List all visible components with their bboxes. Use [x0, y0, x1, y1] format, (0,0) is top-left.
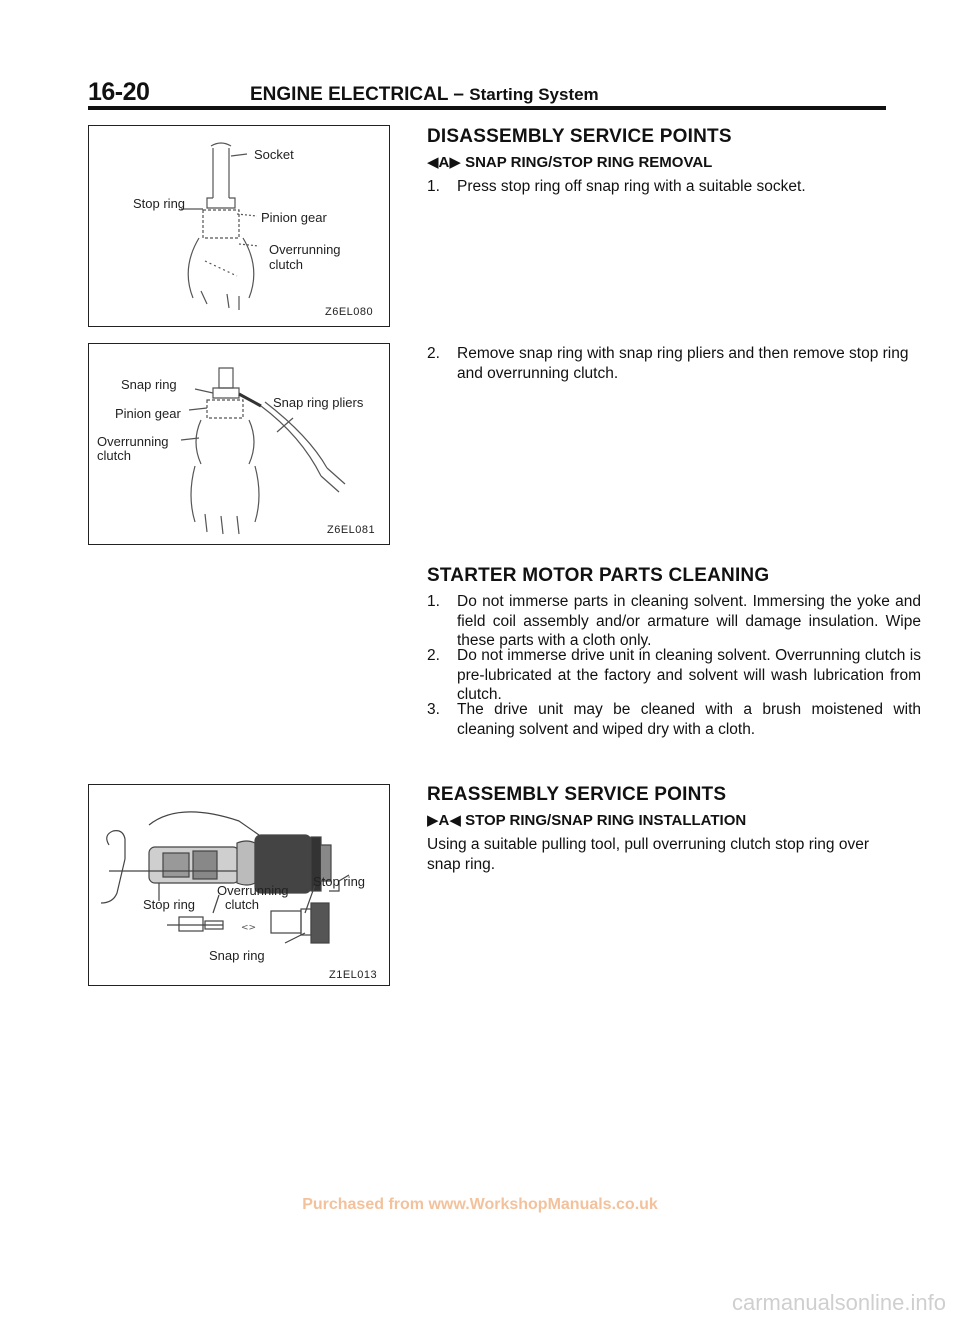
- list-item: [427, 592, 921, 652]
- step-title: STOP RING/SNAP RING INSTALLATION: [465, 812, 747, 829]
- page-title: [250, 84, 599, 106]
- figure-stop-ring-removal: [88, 125, 390, 327]
- item-text: The drive unit may be cleaned with a brush moistened with cleaning solvent and wiped dry with a cloth.: [457, 701, 921, 738]
- reassembly-section: [427, 784, 897, 806]
- section-subtitle: Starting System: [469, 85, 599, 104]
- cleaning-section: [427, 565, 897, 587]
- item-text: Do not immerse parts in cleaning solvent. Immersing the yoke and field coil assembly and/or armature will damage insulation. Wipe these parts with a cloth only.: [457, 593, 921, 649]
- step-marker: ▶A◀: [427, 812, 461, 829]
- list-item: [427, 344, 921, 386]
- list-item: [427, 646, 921, 706]
- label-stop-ring: Stop ring: [133, 196, 186, 211]
- item-number: 2.: [427, 647, 440, 664]
- label-pinion-gear: Pinion gear: [261, 210, 327, 225]
- item-number: 3.: [427, 701, 440, 718]
- label-overrunning: Overrunning: [269, 242, 341, 257]
- section-title: ENGINE ELECTRICAL: [250, 84, 449, 105]
- illustration-socket-press: [89, 126, 389, 326]
- figure-stop-ring-installation: [88, 784, 390, 986]
- reassembly-paragraph: Using a suitable pulling tool, pull overruning clutch stop ring over snap ring.: [427, 836, 869, 873]
- header-rule: [88, 106, 886, 110]
- label-socket: Socket: [254, 147, 294, 162]
- step-marker: ◀A▶: [427, 154, 461, 171]
- list-item: [427, 177, 921, 199]
- label-clutch: clutch: [97, 448, 131, 463]
- item-number: 1.: [427, 178, 440, 195]
- snap-ring-removal-heading: [427, 153, 712, 171]
- disassembly-section: [427, 126, 897, 148]
- figure-snap-ring-removal: [88, 343, 390, 545]
- item-text: Do not immerse drive unit in cleaning solvent. Overrunning clutch is pre-lubricated at the factory and solvent will wash lubrication from clutch.: [457, 647, 921, 703]
- title-separator: –: [453, 84, 464, 105]
- label-snap-ring: Snap ring: [121, 377, 177, 392]
- label-stop-ring-right: Stop ring: [313, 874, 366, 889]
- label-snap-ring: Snap ring: [209, 948, 265, 963]
- item-text: Remove snap ring with snap ring pliers and then remove stop ring and overrunning clutch.: [457, 345, 909, 382]
- figure-code: Z6EL081: [327, 524, 376, 536]
- svg-text:<>: <>: [241, 923, 257, 933]
- figure-code: Z6EL080: [325, 306, 374, 318]
- page-number: 16-20: [88, 78, 150, 106]
- label-clutch: clutch: [225, 897, 259, 912]
- cleaning-heading: STARTER MOTOR PARTS CLEANING: [427, 565, 770, 586]
- disassembly-heading: DISASSEMBLY SERVICE POINTS: [427, 126, 732, 147]
- figure-code: Z1EL013: [329, 969, 378, 981]
- list-item: [427, 700, 921, 742]
- item-number: 1.: [427, 593, 440, 610]
- label-overrunning: Overrunning: [217, 883, 289, 898]
- step-title: SNAP RING/STOP RING REMOVAL: [465, 154, 713, 171]
- stop-ring-installation-heading: [427, 811, 746, 829]
- label-overrunning: Overrunning: [97, 434, 169, 449]
- item-text: Press stop ring off snap ring with a suitable socket.: [457, 178, 806, 195]
- footer-purchase-note: Purchased from www.WorkshopManuals.co.uk: [302, 1196, 658, 1213]
- label-clutch: clutch: [269, 257, 303, 272]
- label-pinion-gear: Pinion gear: [115, 406, 181, 421]
- label-stop-ring-left: Stop ring: [143, 897, 196, 912]
- label-snap-ring-pliers: Snap ring pliers: [273, 395, 364, 410]
- site-watermark: carmanualsonline.info: [731, 1290, 946, 1315]
- item-number: 2.: [427, 345, 440, 362]
- reassembly-heading: REASSEMBLY SERVICE POINTS: [427, 784, 727, 805]
